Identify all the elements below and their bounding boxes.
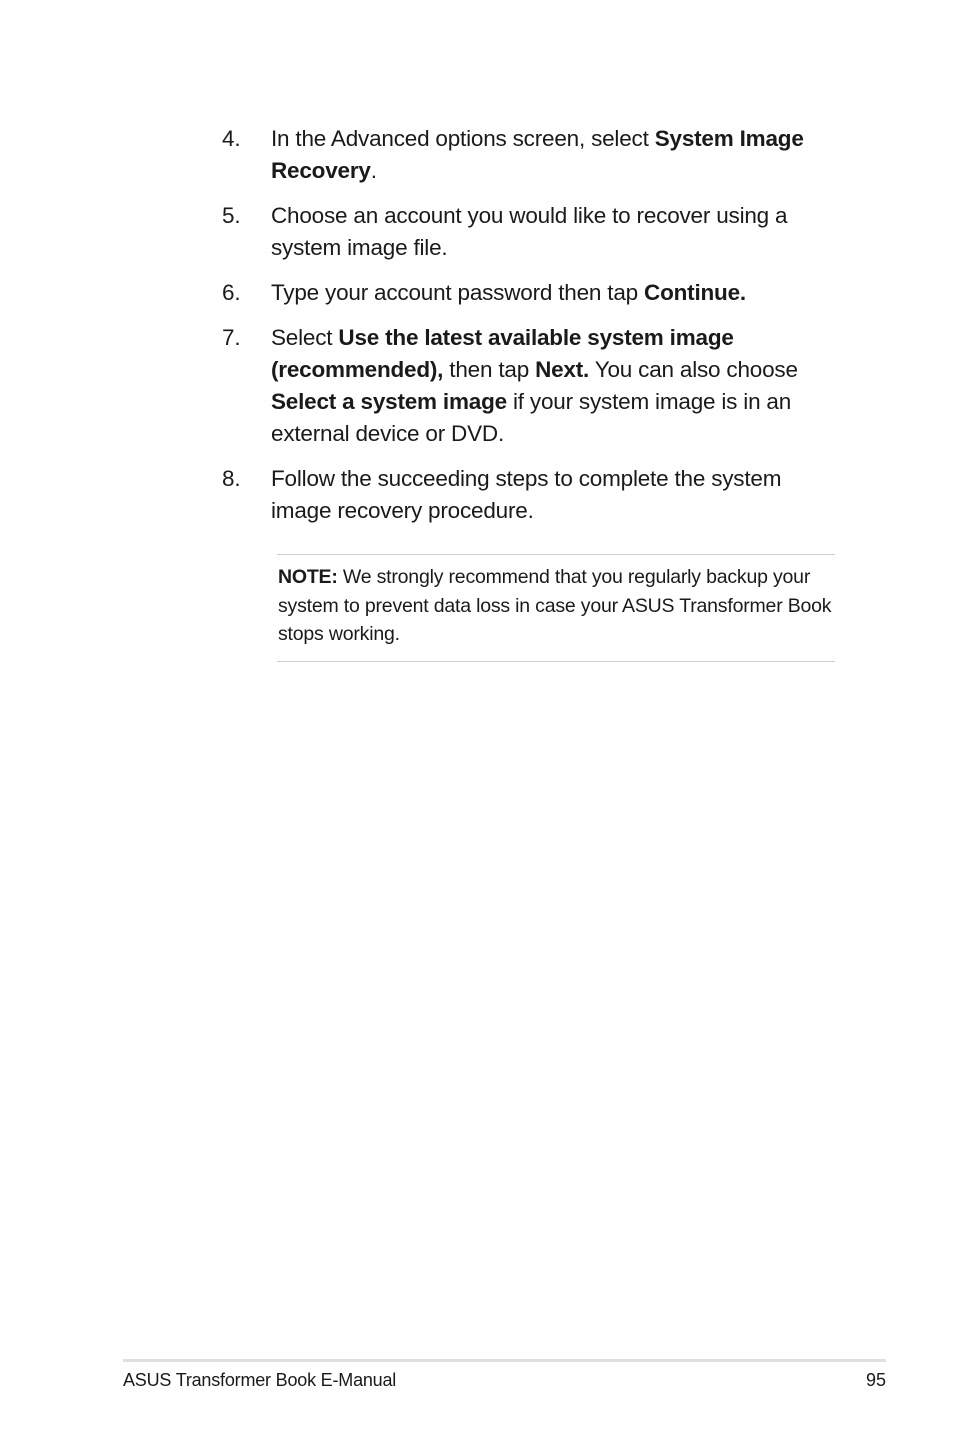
footer-title: ASUS Transformer Book E-Manual xyxy=(123,1370,397,1390)
step-item xyxy=(222,463,842,527)
note-label: NOTE: xyxy=(278,566,338,588)
step-number: 4. xyxy=(222,126,241,151)
step-item xyxy=(222,322,842,450)
step-number: 8. xyxy=(222,466,241,491)
step-text: In the Advanced options screen, select System Image Recovery. xyxy=(271,126,804,183)
step-number: 5. xyxy=(222,203,241,228)
step-text: Choose an account you would like to recover using a system image file. xyxy=(271,203,788,260)
note-box xyxy=(277,554,835,662)
step-number: 7. xyxy=(222,325,241,350)
step-text: Select Use the latest available system image (recommended), then tap Next. You can also choose Select a system image if your system image is in an external device or DVD. xyxy=(271,325,798,446)
step-number: 6. xyxy=(222,280,241,305)
step-text: Type your account password then tap Continue. xyxy=(271,280,746,305)
step-item xyxy=(222,277,842,309)
note-text: We strongly recommend that you regularly backup your system to prevent data loss in case your ASUS Transformer Book stops working. xyxy=(278,566,832,645)
step-item xyxy=(222,123,842,187)
instruction-steps xyxy=(222,123,842,540)
step-text: Follow the succeeding steps to complete the system image recovery procedure. xyxy=(271,466,782,523)
page-number: 95 xyxy=(865,1370,886,1390)
footer-divider xyxy=(123,1359,886,1362)
step-item xyxy=(222,200,842,264)
